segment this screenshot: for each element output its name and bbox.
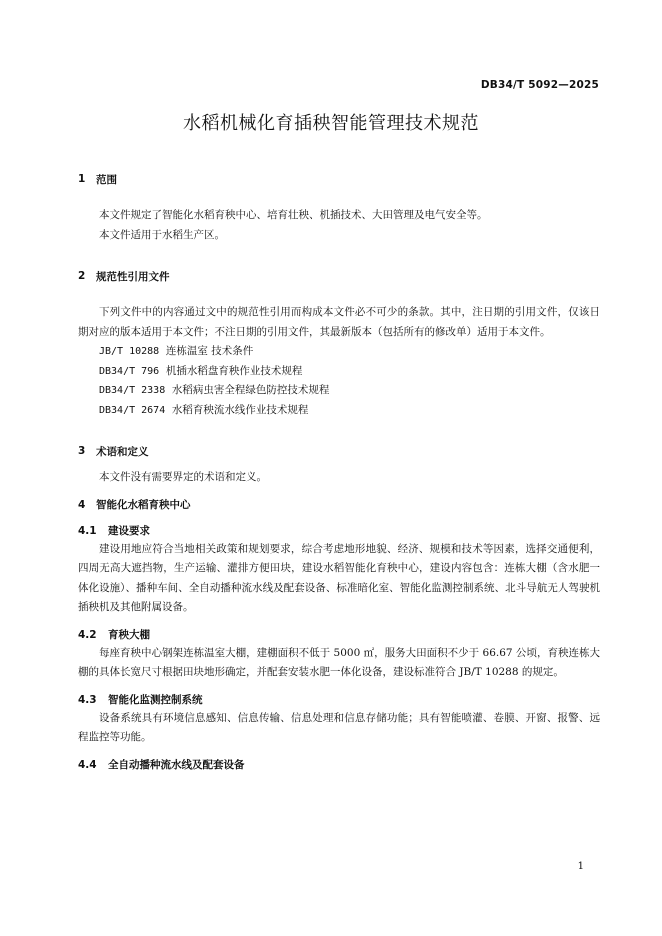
section-title: 范围: [96, 173, 117, 186]
section-title: 规范性引用文件: [96, 270, 170, 283]
subsection-4-3-heading: [78, 691, 600, 709]
section-4-heading: [78, 496, 600, 514]
standard-code: DB34/T 5092—2025: [480, 79, 599, 91]
section-2-heading: [78, 267, 600, 285]
section-3-heading: [78, 442, 600, 460]
subsection-4-1-heading: [78, 522, 600, 540]
subsection-number: 4.3: [78, 693, 97, 706]
section-number: 4: [78, 498, 86, 511]
reference-item: DB34/T 2338 水稻病虫害全程绿色防控技术规程: [99, 384, 330, 396]
subsection-title: 建设要求: [108, 525, 150, 537]
section-number: 3: [78, 445, 86, 457]
subsection-title: 育秧大棚: [108, 629, 150, 641]
document-title: 水稻机械化育插秧智能管理技术规范: [183, 113, 479, 134]
subsection-number: 4.4: [78, 758, 97, 771]
paragraph: 本文件没有需要界定的术语和定义。: [99, 471, 267, 483]
subsection-number: 4.1: [78, 524, 97, 537]
paragraph: 建设用地应符合当地相关政策和规划要求，综合考虑地形地貌、经济、规模和技术等因素，选择交通便利，四周无高大遮挡物，生产运输、灌排方便田块，建设水稻智能化育秧中心，建设内容包含：连栋大棚（含水肥一体化设施）、播种车间、全自动播种流水线及配套设备、标准暗化室、智能化监测控制系统、北斗导航无人驾驶机插秧机及其他附属设备。: [78, 542, 600, 613]
paragraph: 设备系统具有环境信息感知、信息传输、信息处理和信息存储功能；具有智能喷灌、卷膜、开窗、报警、远程监控等功能。: [78, 711, 600, 743]
document-body: [78, 170, 600, 774]
reference-item: DB34/T 2674 水稻育秧流水线作业技术规程: [99, 403, 309, 416]
subsection-4-2-heading: [78, 626, 600, 644]
section-title: 智能化水稻育秧中心: [96, 499, 191, 511]
section-number: 2: [78, 270, 86, 282]
section-title: 术语和定义: [96, 445, 149, 458]
subsection-4-4-heading: [78, 756, 600, 774]
page-number: 1: [577, 861, 584, 872]
subsection-title: 智能化监测控制系统: [108, 694, 203, 706]
reference-item: DB34/T 796 机插水稻盘育秧作业技术规程: [99, 364, 303, 377]
reference-item: JB/T 10288 连栋温室 技术条件: [99, 345, 254, 357]
section-number: 1: [78, 173, 86, 185]
section-1-heading: [78, 170, 600, 188]
paragraph: 本文件适用于水稻生产区。: [99, 228, 225, 241]
paragraph: 每座育秧中心钢架连栋温室大棚，建棚面积不低于 5000 ㎡，服务大田面积不少于 66.67 公顷，育秧连栋大棚的具体长宽尺寸根据田块地形确定，并配套安装水肥一体化设备，建设标准符合 JB/T 10288 的规定。: [78, 646, 600, 678]
paragraph: 本文件规定了智能化水稻育秧中心、培育壮秧、机插技术、大田管理及电气安全等。: [99, 209, 488, 221]
subsection-title: 全自动播种流水线及配套设备: [108, 759, 245, 771]
paragraph: 下列文件中的内容通过文中的规范性引用而构成本文件必不可少的条款。其中，注日期的引用文件，仅该日期对应的版本适用于本文件；不注日期的引用文件，其最新版本（包括所有的修改单）适用于本文件。: [78, 306, 600, 338]
subsection-number: 4.2: [78, 628, 97, 641]
